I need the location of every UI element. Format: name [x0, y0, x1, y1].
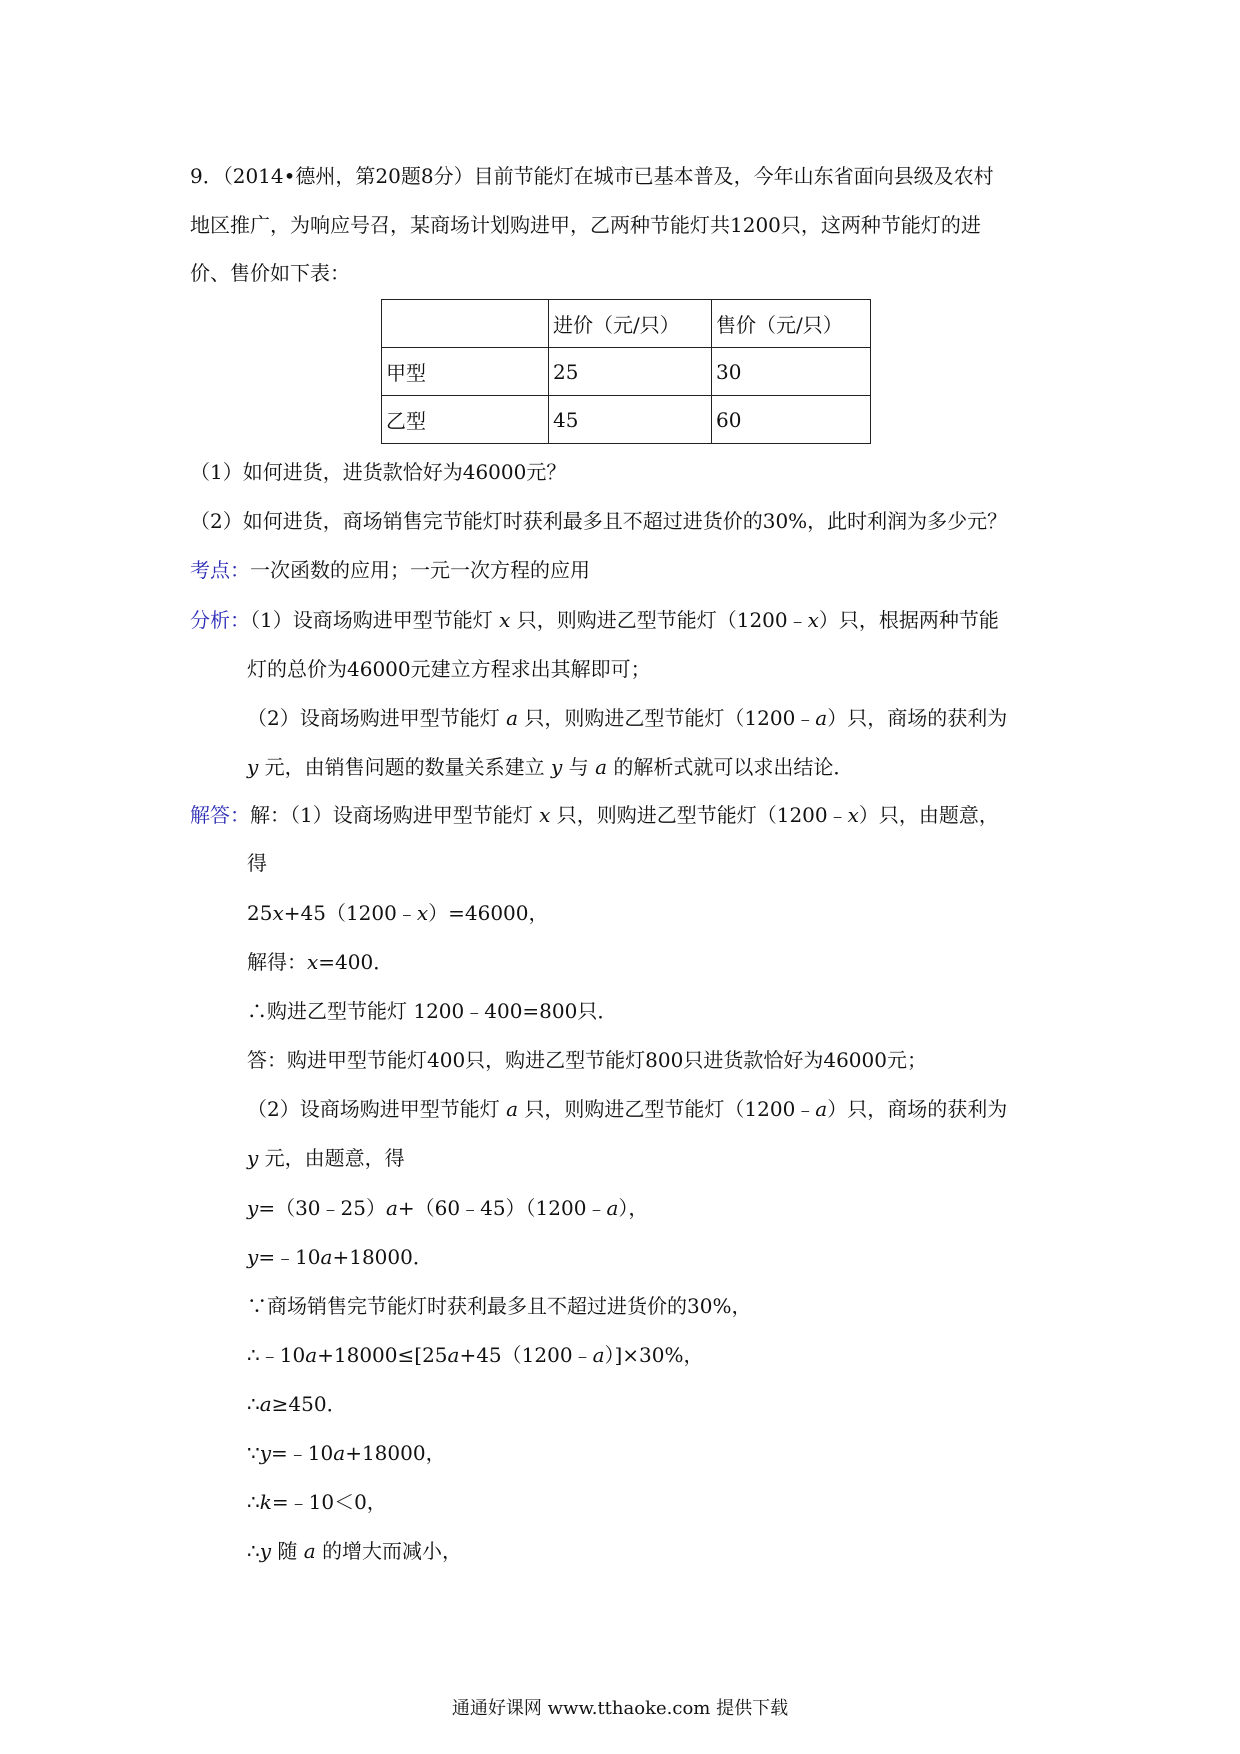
var-a: a: [595, 755, 607, 779]
jieda-line-4: [247, 948, 393, 976]
var-a: a: [259, 1392, 272, 1416]
fenxi-line-3: [247, 704, 1007, 732]
var-x: x: [499, 608, 511, 632]
jieda-line-14: [247, 1439, 446, 1467]
solution-text: +（60﹣45）（1200﹣: [397, 1196, 607, 1220]
solution-text: +18000．: [332, 1245, 433, 1269]
kaodian-text: 一次函数的应用；一元一次方程的应用: [250, 558, 590, 582]
var-y: y: [247, 1196, 259, 1220]
solution-text: =400．: [318, 950, 394, 974]
var-y: y: [551, 755, 563, 779]
var-x: x: [539, 803, 551, 827]
solution-text: 的增大而减小，: [322, 1539, 463, 1563]
var-y: y: [259, 1441, 272, 1465]
solution-text: ≥450．: [271, 1392, 347, 1416]
jieda-label: 解答：: [190, 803, 250, 827]
var-k: k: [259, 1490, 272, 1514]
var-x: x: [807, 608, 819, 632]
table-cell: 25: [549, 348, 712, 396]
var-a: a: [592, 1343, 605, 1367]
solution-text: +18000≤[25: [317, 1343, 448, 1367]
page-footer: 通通好课网 www.tthaoke.com 提供下载: [451, 1698, 789, 1719]
solution-text: 元，由题意，得: [264, 1146, 405, 1170]
solution-text: 25: [247, 901, 273, 925]
var-y: y: [247, 1245, 259, 1269]
jieda-line-3: [247, 899, 549, 927]
var-y: y: [259, 1539, 272, 1563]
question-2: （2）如何进货，商场销售完节能灯时获利最多且不超过进货价的30%，此时利润为多少元？: [190, 509, 1008, 533]
fenxi-line-2: 灯的总价为46000元建立方程求出其解即可；: [247, 657, 651, 681]
jieda-line-12: [247, 1341, 704, 1369]
var-a: a: [447, 1343, 460, 1367]
jieda-line-10: [247, 1243, 433, 1271]
solution-text: =﹣10＜0，: [271, 1490, 387, 1514]
jieda-line-8: [247, 1144, 405, 1172]
fenxi-text: 元，由销售问题的数量关系建立: [264, 755, 545, 779]
solution-text: +18000，: [345, 1441, 446, 1465]
solution-text: =﹣10: [271, 1441, 334, 1465]
jieda-line-11: ∵商场销售完节能灯时获利最多且不超过进货价的30%，: [247, 1294, 752, 1318]
table-cell: 60: [712, 396, 871, 444]
jieda-line-16: [247, 1537, 462, 1565]
fenxi-text: ）只，商场的获利为: [827, 706, 1008, 730]
solution-text: +45（1200﹣: [459, 1343, 593, 1367]
var-x: x: [272, 901, 284, 925]
var-a: a: [815, 706, 828, 730]
var-x: x: [416, 901, 429, 925]
fenxi-line-4: [247, 753, 853, 781]
solution-text: （2）设商场购进甲型节能灯: [247, 1097, 500, 1121]
fenxi-text: 只，则购进乙型节能灯（1200﹣: [524, 706, 816, 730]
fenxi-label: 分析：: [190, 608, 250, 632]
solution-text: 随: [277, 1539, 298, 1563]
solution-text: =（30﹣25）: [258, 1196, 386, 1220]
var-a: a: [506, 1097, 519, 1121]
table-row: [382, 348, 871, 396]
fenxi-text: （2）设商场购进甲型节能灯: [247, 706, 500, 730]
table-cell: 乙型: [382, 396, 549, 444]
table-cell: 甲型: [382, 348, 549, 396]
table-header-cell: [382, 300, 549, 348]
var-a: a: [333, 1441, 346, 1465]
fenxi-text: 的解析式就可以求出结论．: [613, 755, 854, 779]
table-cell: 45: [549, 396, 712, 444]
solution-text: =﹣10: [258, 1245, 321, 1269]
problem-stem-line-2: 地区推广，为响应号召，某商场计划购进甲，乙两种节能灯共1200只，这两种节能灯的进: [190, 213, 981, 237]
jieda-line-15: [247, 1488, 387, 1516]
problem-stem-line-1: 9．（2014•德州，第20题8分）目前节能灯在城市已基本普及，今年山东省面向县级及农村: [190, 164, 994, 188]
jieda-line-9: [247, 1194, 648, 1222]
table-cell: 30: [712, 348, 871, 396]
solution-text: 解：（1）设商场购进甲型节能灯: [250, 803, 533, 827]
var-x: x: [847, 803, 859, 827]
solution-text: ）只，由题意，: [858, 803, 999, 827]
question-1: （1）如何进货，进货款恰好为46000元？: [190, 460, 567, 484]
solution-text: ），: [618, 1196, 649, 1220]
solution-text: ）]×30%，: [604, 1343, 704, 1367]
fenxi-text: 只，则购进乙型节能灯（1200﹣: [516, 608, 808, 632]
var-a: a: [506, 706, 519, 730]
solution-text: ∴﹣10: [247, 1343, 306, 1367]
problem-stem-line-3: 价、售价如下表：: [190, 261, 350, 285]
var-y: y: [247, 755, 259, 779]
var-y: y: [247, 1146, 259, 1170]
fenxi-text: （1）设商场购进甲型节能灯: [250, 608, 493, 632]
var-a: a: [385, 1196, 398, 1220]
fenxi-text: 与: [568, 755, 589, 779]
table-header-cell: 售价（元/只）: [712, 300, 871, 348]
var-a: a: [815, 1097, 828, 1121]
price-table: [381, 299, 871, 444]
solution-text: ∴: [247, 1539, 260, 1563]
jieda-line-6: 答：购进甲型节能灯400只，购进乙型节能灯800只进货款恰好为46000元；: [247, 1048, 927, 1072]
jieda-line-5: ∴购进乙型节能灯 1200﹣400=800只．: [247, 999, 618, 1023]
fenxi-line-1: [190, 606, 999, 634]
var-a: a: [303, 1539, 316, 1563]
solution-text: 只，则购进乙型节能灯（1200﹣: [556, 803, 848, 827]
jieda-line-2: 得: [247, 851, 267, 875]
var-a: a: [606, 1196, 619, 1220]
table-header-cell: 进价（元/只）: [549, 300, 712, 348]
var-a: a: [305, 1343, 318, 1367]
solution-text: ）只，商场的获利为: [827, 1097, 1008, 1121]
solution-text: +45（1200﹣: [283, 901, 417, 925]
solution-text: ∵: [247, 1441, 260, 1465]
kaodian-label: 考点：: [190, 558, 250, 582]
kaodian-line: [190, 556, 590, 584]
solution-text: ∴: [247, 1392, 260, 1416]
solution-text: ）=46000，: [428, 901, 549, 925]
jieda-line-7: [247, 1095, 1007, 1123]
table-row: [382, 396, 871, 444]
var-a: a: [320, 1245, 333, 1269]
jieda-line-13: [247, 1390, 347, 1418]
fenxi-text: ）只，根据两种节能: [818, 608, 999, 632]
table-header-row: [382, 300, 871, 348]
solution-text: ∴: [247, 1490, 260, 1514]
solution-text: 只，则购进乙型节能灯（1200﹣: [524, 1097, 816, 1121]
solution-text: 解得：: [247, 950, 307, 974]
var-x: x: [307, 950, 319, 974]
jieda-line-1: [190, 801, 999, 829]
